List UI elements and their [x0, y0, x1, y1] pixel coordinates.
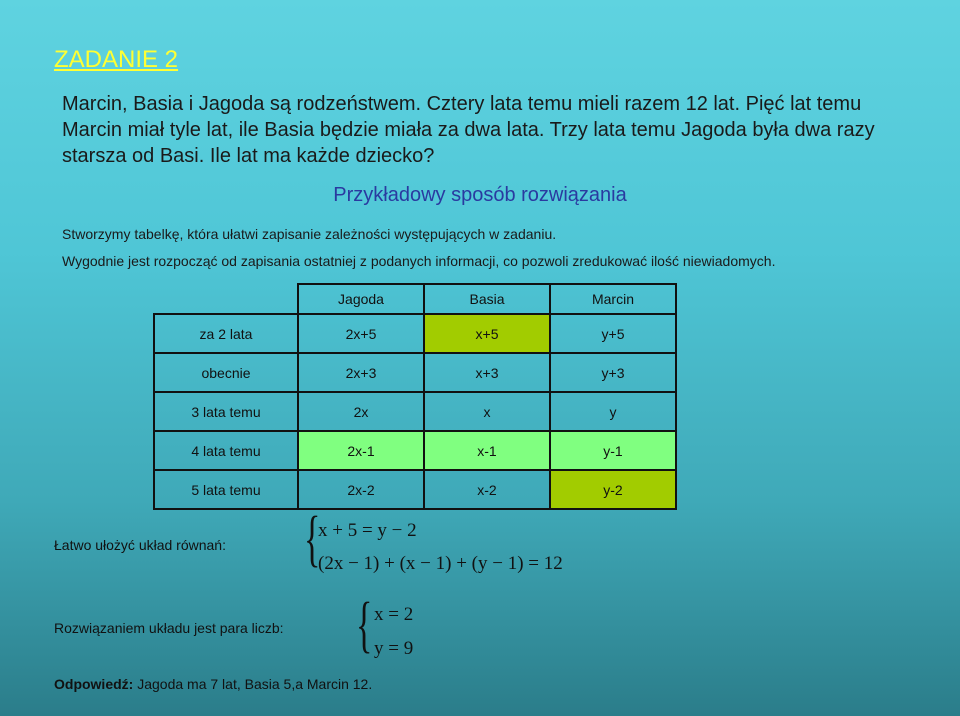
table-header-basia: Basia — [424, 284, 550, 314]
table-corner-cell — [154, 284, 298, 314]
solution-label: Rozwiązaniem układu jest para liczb: — [54, 620, 284, 636]
table-cell: x-2 — [424, 470, 550, 509]
solution-x: x = 2 — [374, 604, 414, 625]
problem-statement: Marcin, Basia i Jagoda są rodzeństwem. Cztery lata temu mieli razem 12 lat. Pięć lat temu Marcin miał tyle lat, ile Basia będzie miała za dwa lata. Trzy lata temu Jagoda była dwa razy starsza od Basi. Ile lat ma każde dziecko? — [62, 93, 875, 167]
table-cell: 2x — [298, 392, 424, 431]
table-cell-highlighted: 2x-1 — [298, 431, 424, 470]
table-row — [154, 470, 676, 509]
table-cell-highlighted: x+5 — [424, 314, 550, 353]
table-cell: x+3 — [424, 353, 550, 392]
note-start-hint: Wygodnie jest rozpocząć od zapisania ostatniej z podanych informacji, co pozwoli zredukować ilość niewiadomych. — [62, 253, 776, 269]
answer-label: Odpowiedź: — [54, 676, 134, 692]
table-row — [154, 392, 676, 431]
equation-1: x + 5 = y − 2 — [318, 520, 417, 541]
table-row-label: 5 lata temu — [154, 470, 298, 509]
table-row — [154, 353, 676, 392]
slide-title: ZADANIE 2 — [54, 46, 179, 73]
table-cell-highlighted: y-2 — [550, 470, 676, 509]
note-table-intro: Stworzymy tabelkę, która ułatwi zapisanie zależności występujących w zadaniu. — [62, 226, 557, 242]
table-row-label: 4 lata temu — [154, 431, 298, 470]
table-row-label: obecnie — [154, 353, 298, 392]
table-cell-highlighted: x-1 — [424, 431, 550, 470]
answer — [54, 676, 372, 692]
left-brace-icon: { — [356, 591, 373, 659]
table-cell: y — [550, 392, 676, 431]
table-cell: y+3 — [550, 353, 676, 392]
equations-label: Łatwo ułożyć układ równań: — [54, 537, 226, 553]
equation-2: (2x − 1) + (x − 1) + (y − 1) = 12 — [318, 553, 563, 574]
table-row — [154, 314, 676, 353]
table-cell: 2x+5 — [298, 314, 424, 353]
table-row-label: 3 lata temu — [154, 392, 298, 431]
solution-y: y = 9 — [374, 638, 414, 659]
table-row — [154, 431, 676, 470]
table-header-marcin: Marcin — [550, 284, 676, 314]
table-header-jagoda: Jagoda — [298, 284, 424, 314]
table-cell-highlighted: y-1 — [550, 431, 676, 470]
answer-text: Jagoda ma 7 lat, Basia 5,a Marcin 12. — [133, 676, 373, 692]
table-cell: y+5 — [550, 314, 676, 353]
table-header-row — [154, 284, 676, 314]
solution-heading: Przykładowy sposób rozwiązania — [333, 184, 627, 206]
table-row-label: za 2 lata — [154, 314, 298, 353]
left-brace-icon: { — [304, 505, 321, 573]
table-cell: 2x+3 — [298, 353, 424, 392]
table-cell: 2x-2 — [298, 470, 424, 509]
table-cell: x — [424, 392, 550, 431]
age-table — [153, 283, 677, 510]
